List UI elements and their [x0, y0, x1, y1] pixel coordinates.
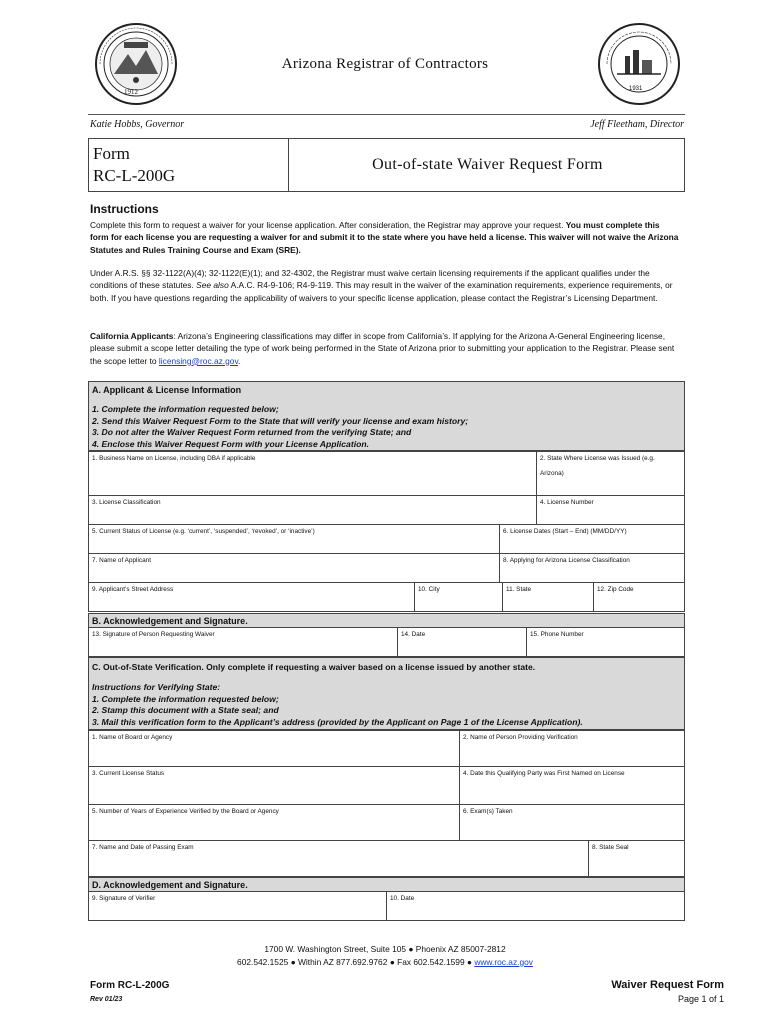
form-title-box [88, 138, 685, 192]
section-a-steps [92, 404, 468, 450]
request-date-label: 14. Date [401, 631, 426, 638]
section-c-title: C. Out-of-State Verification. Only complete if requesting a waiver based on a license issued by another state. [92, 662, 536, 672]
years-experience-field[interactable] [88, 804, 460, 841]
years-experience-label: 5. Number of Years of Experience Verified by the Board or Agency [92, 808, 279, 815]
section-a-step: 3. Do not alter the Waiver Request Form returned from the verifying State; and [92, 427, 412, 437]
street-address-field[interactable] [88, 582, 415, 612]
section-a-step: 4. Enclose this Waiver Request Form with your License Application. [92, 438, 369, 449]
verifier-name-label: 2. Name of Person Providing Verification [463, 734, 578, 741]
instructions-p1-text: Complete this form to request a waiver for your license application. After consideration, the Registrar may approve your request. [90, 220, 566, 230]
state-seal-label: 8. State Seal [592, 844, 629, 851]
instructions-p3-end: . [238, 355, 241, 366]
instructions-paragraph-1 [90, 219, 680, 256]
footer-contact [120, 956, 650, 969]
form-number [89, 139, 289, 191]
instructions-p3-text: : Arizona’s Engineering classifications may differ in scope from California’s. If applying for the Arizona A-General Engineering license, please submit a scope letter detailing the type of work being performed in the State of Arizona prior to submitting your application to the Registrar. Please sent the scope letter to [90, 331, 675, 366]
business-name-label: 1. Business Name on License, including DBA if applicable [92, 455, 256, 462]
governor-name: Katie Hobbs, Governor [90, 119, 185, 130]
exams-taken-field[interactable] [459, 804, 685, 841]
section-c-step: 2. Stamp this document with a State seal; and [92, 705, 279, 715]
arizona-classification-field[interactable] [499, 553, 685, 583]
first-named-date-field[interactable] [459, 766, 685, 805]
license-classification-field[interactable] [88, 495, 537, 525]
form-title: Out-of-state Waiver Request Form [372, 156, 603, 173]
footer-revision: Rev 01/23 [90, 996, 123, 1003]
zip-code-field[interactable] [593, 582, 685, 612]
footer-address: 1700 W. Washington Street, Suite 105 ● Phoenix AZ 85007-2812 [264, 944, 506, 954]
registrar-seal-year: 1931 [629, 86, 643, 92]
exams-taken-label: 6. Exam(s) Taken [463, 808, 513, 815]
footer-form-name: Waiver Request Form [611, 979, 724, 991]
agency-name: Arizona Registrar of Contractors [281, 56, 489, 72]
section-a-header [88, 381, 685, 451]
verification-date-field[interactable] [386, 891, 685, 921]
requester-signature-label: 13. Signature of Person Requesting Waiver [92, 631, 215, 638]
section-c-step: 1. Complete the information requested below; [92, 693, 279, 704]
section-c-header [88, 657, 685, 730]
instructions-p2-see-also: See also [196, 280, 229, 291]
verification-date-label: 10. Date [390, 895, 415, 902]
license-number-label: 4. License Number [540, 499, 594, 506]
applicant-name-field[interactable] [88, 553, 500, 583]
exam-name-date-label: 7. Name and Date of Passing Exam [92, 844, 194, 851]
form-label: Form [93, 144, 130, 163]
registrar-seal [597, 22, 681, 106]
licensing-email-link[interactable]: licensing@roc.az.gov [158, 355, 239, 366]
section-b-title: B. Acknowledgement and Signature. [92, 616, 248, 626]
phone-number-label: 15. Phone Number [530, 631, 584, 638]
footer-form-number: Form RC-L-200G [90, 980, 170, 991]
verifier-signature-label: 9. Signature of Verifier [92, 895, 156, 902]
requester-signature-field[interactable] [88, 627, 398, 657]
license-dates-field[interactable] [499, 524, 685, 554]
state-seal-year: 1912 [124, 88, 138, 96]
state-label: 11. State [506, 586, 532, 593]
license-status-field[interactable] [88, 524, 500, 554]
state-issued-label: 2. State Where License was Issued (e.g. [540, 455, 655, 462]
instructions-p2-text-b: A.A.C. R4-9-106; R4-9-119. This may result in the waiver of the examination requirements, experience requirements, or both. If you have questions regarding the applicability of waivers to your specific license application, please contact the Registrar’s Licensing Department. [90, 280, 673, 303]
request-date-field[interactable] [397, 627, 527, 657]
instructions-paragraph-3 [90, 330, 680, 367]
form-code: RC-L-200G [93, 166, 176, 185]
instructions-p1-bold: You must complete this form for each license you are requesting a waiver for and submit it to the state where you have held a license. This waiver will not waive the Arizona Statutes and Rules Training Course and Exam (SRE). [90, 220, 679, 255]
header-divider [88, 114, 685, 115]
section-d-title: D. Acknowledgement and Signature. [92, 880, 248, 890]
section-c-instructions-heading: Instructions for Verifying State: [92, 682, 221, 692]
footer-page-number: Page 1 of 1 [677, 994, 724, 1004]
verifier-name-field[interactable] [459, 730, 685, 767]
license-number-field[interactable] [536, 495, 685, 525]
current-license-status-label: 3. Current License Status [92, 770, 165, 777]
instructions-paragraph-2 [90, 267, 680, 304]
verifier-signature-field[interactable] [88, 891, 387, 921]
license-dates-label: 6. License Dates (Start – End) (MM/DD/YY) [503, 528, 627, 535]
city-field[interactable] [414, 582, 503, 612]
instructions-p2-text-a: Under A.R.S. §§ 32-1122(A)(4); 32-1122(E)(1); and 32-4302, the Registrar must waive certain licensing requirements if the applicant qualifies under the conditions of these statutes. [90, 268, 650, 291]
board-agency-field[interactable] [88, 730, 460, 767]
license-classification-label: 3. License Classification [92, 499, 161, 506]
city-label: 10. City [418, 586, 440, 593]
street-address-label: 9. Applicant’s Street Address [92, 586, 174, 593]
applicant-name-label: 7. Name of Applicant [92, 557, 151, 564]
exam-name-date-field[interactable] [88, 840, 589, 877]
section-a-step: 2. Send this Waiver Request Form to the State that will verify your license and exam history; [92, 415, 469, 426]
section-a-title: A. Applicant & License Information [92, 385, 242, 395]
first-named-date-label: 4. Date this Qualifying Party was First Named on License [463, 770, 625, 777]
business-name-field[interactable] [88, 451, 537, 496]
arizona-classification-label: 8. Applying for Arizona License Classification [503, 557, 630, 564]
california-applicants-label: California Applicants [90, 331, 174, 341]
state-issued-label-cont: Arizona) [540, 470, 564, 477]
license-status-label: 5. Current Status of License (e.g. ‘current’, ‘suspended’, ‘revoked’, or ‘inactive’) [92, 528, 315, 535]
state-issued-field[interactable] [536, 451, 685, 496]
section-c-step: 3. Mail this verification form to the Applicant’s address (provided by the Applicant on Page 1 of the License Application). [92, 716, 583, 727]
state-seal-field[interactable] [588, 840, 685, 877]
section-a-step: 1. Complete the information requested below; [92, 404, 279, 414]
section-b-header [88, 613, 685, 628]
current-license-status-field[interactable] [88, 766, 460, 805]
section-c-instructions [92, 682, 583, 728]
board-agency-label: 1. Name of Board or Agency [92, 734, 173, 741]
state-field[interactable] [502, 582, 594, 612]
website-link[interactable]: www.roc.az.gov [474, 957, 533, 967]
phone-number-field[interactable] [526, 627, 685, 657]
zip-code-label: 12. Zip Code [597, 586, 634, 593]
instructions-heading: Instructions [90, 202, 159, 216]
arizona-state-seal [94, 22, 178, 106]
footer-phones: 602.542.1525 ● Within AZ 877.692.9762 ● Fax 602.542.1599 ● [237, 957, 475, 967]
director-name: Jeff Fleetham, Director [590, 119, 684, 130]
section-d-header [88, 877, 685, 892]
